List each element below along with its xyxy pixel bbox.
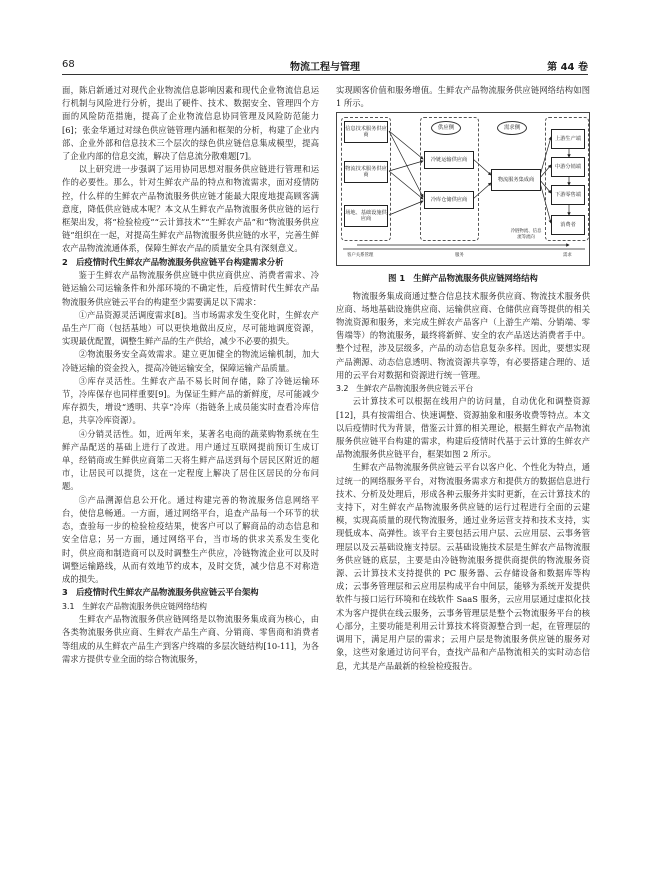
running-header bbox=[62, 58, 588, 75]
section-heading-3: 3 后疫情时代生鲜农产品物流服务供应链云平台架构 bbox=[62, 587, 259, 598]
subsection-heading-3-2: 3.2 生鲜农产品物流服务供应链云平台 bbox=[336, 384, 474, 394]
paragraph: 鉴于生鲜农产品物流服务供应链中供应商供应、消费者需求、冷链运输公司运输条件和外部环境的不确定性，后疫情时代生鲜农产品物流服务供应链云平台的构建至少需要满足以下需求： bbox=[62, 270, 319, 307]
cold-storage-box: 冷库仓储供应商 bbox=[424, 191, 474, 209]
list-item: ⑤产品溯源信息公开化。通过构建完善的物流服务信息网络平台，使信息畅通。一方面，通过网络平台，追查产品每一个环节的状态，查验每一步的检验检疫结果，使客户可以了解商品的动态信息和安全信息；另一方面，通过网络平台，当市场的供求关系发生变化时，供应商和制造商可以及时调整生产供应，冷链物流企业可以及时调整运输路线，从而有效地节约成本，及时交货，减少信息不对称造成的损失。 bbox=[62, 494, 319, 584]
carrier-group bbox=[420, 117, 479, 241]
supply-side-label: 供应侧 bbox=[431, 121, 461, 135]
paragraph: 生鲜农产品物流服务供应链网络是以物流服务集成商为核心，由各类物流服务供应商、生鲜农产品生产商、分销商、零售商和消费者等组成的从生鲜农产品生产到客户终端的多层次链结构[10-11]，为各需求方提供专业全面的综合物流服务， bbox=[62, 614, 319, 664]
subsection-heading-3-1: 3.1 生鲜农产品物流服务供应链网络结构 bbox=[62, 601, 207, 611]
logistics-tech-supplier-box: 物流技术服务供应商 bbox=[344, 161, 388, 183]
paragraph: 面，陈启新通过对现代企业物流信息影响因素和现代企业物流信息运行机制与风险进行分析，提出了硬件、技术、数据安全、管理四个方面的风险防范措施，提高了企业物流信息协同管理及风险防范能力[6]；张金华通过对绿色供应链管理内涵和框架的分析，构建了企业内部、企业外部和信息技术三个层次的绿色供应链信息集成模型，提高了企业内部的信息交流，解决了信息流分散难题[7]。 bbox=[62, 85, 319, 162]
paragraph: 以上研究进一步强调了运用协同思想对服务供应链进行管理和运作的必要性。那么，针对生鲜农产品的特点和物流需求，面对疫情防控，什么样的生鲜农产品物流服务供应链才能最大限度地提高顾客满意度，降低供应链成本呢？本文从生鲜农产品物流服务供应链的运行框架出发，将“检验检疫”“云计算技术”“生鲜农产品”和“物流服务供应链”组织在一起，对提高生鲜农产品物流服务供应链的水平，完善生鲜农产品物流流通体系，保障生鲜农产品的质量安全具有深刻意义。 bbox=[62, 164, 319, 254]
right-column bbox=[336, 84, 590, 673]
list-item: ②物流服务安全高效需求。建立更加健全的物流运输机制，加大冷链运输的资金投入，提高冷链运输安全，保障运输产品质量。 bbox=[62, 349, 319, 373]
footer-right-label: 需求 bbox=[563, 253, 572, 259]
list-item: ④分销灵活性。如，近两年来，某著名电商的蔬菜购物系统在生鲜产品配送的基础上进行了改进。用户通过互联网提前预订生成订单，经销商或生鲜供应商第二天将生鲜产品送到每个居民区附近的超市，让居民可以提货，这在一定程度上解决了居住区居民的分布问题。 bbox=[62, 428, 319, 492]
cold-chain-transport-box: 冷链运输供应商 bbox=[424, 151, 474, 169]
upstream-box: 上游生产端 bbox=[551, 129, 585, 149]
footer-left-label: 客户关系管理 bbox=[347, 253, 374, 259]
paragraph: 云计算技术可以根据在线用户的访问量，自动优化和调整资源[12]，具有按需组合、快速调整、资源抽象和服务收费等特点。本文以后疫情时代为背景，借鉴云计算的相关理论，根据生鲜农产品物流服务供应链平台构建的需求，构建后疫情时代基于云计算的生鲜农产品物流服务供应链平台，框架如图 2 所示。 bbox=[336, 396, 590, 460]
downstream-box: 下游零售端 bbox=[551, 185, 585, 205]
site-infrastructure-supplier-box: 场地、基础设施供应商 bbox=[344, 205, 388, 227]
paragraph: 物流服务集成商通过整合信息技术服务供应商、物流技术服务供应商、场地基础设施供应商、运输供应商、仓储供应商等提供的相关物流资源和服务，来完成生鲜农产品客户（上游生产端、分销端、零售端等）的物流服务，最终将新鲜、安全的农产品送达消费者手中。整个过程，涉及层级多，产品的动态信息复杂多样。因此，要想实现产品溯源、动态信息透明、物流资源共享等，有必要搭建合理的、适用的云平台对数据和资源进行统一管理。 bbox=[336, 290, 590, 380]
figure-caption: 图 1 生鲜产品物流服务供应链网络结构 bbox=[388, 273, 538, 284]
paragraph: 实现顾客价值和服务增值。生鲜农产品物流服务供应链网络结构如图 1 所示。 bbox=[336, 85, 590, 109]
paragraph: 生鲜农产品物流服务供应链云平台以客户化、个性化为特点，通过统一的网络服务平台，对物流服务需求方和提供方的数据信息进行技术、分析及处理后，形成各种云服务并实时更新，在云计算技术的支持下，对生鲜农产品物流服务供应链的运行过程进行全面的云建模，实现高质量的现代物流服务，通过业务运营支持和技术支持，实现低成本、高弹性。该平台主要包括云用户层、云应用层、云事务管理层以及云基础设施支持层。云基础设施技术层是生鲜农产品物流服务供应链的底层，主要是由冷链物流服务提供商提供的物流服务资源、云计算技术支持提供的 PC 服务器、云存储设备和数据库等构成；云事务管理层和云应用层构成平台中间层，能够为系统开发提供软件与接口运行环境和在线软件 SaaS 服务，云应用层通过虚拟化技术为客户提供在线云服务，云事务管理层是整个云物流服务平台的核心部分，主要功能是利用云计算技术将资源整合到一起，在管理层的调用下，满足用户层的需求；云用户层是物流服务供应链的服务对象，这些对象通过访问平台，查找产品和产品物流相关的实时动态信息，尤其是产品最新的检验检疫报告。 bbox=[336, 462, 590, 671]
page-number: 68 bbox=[62, 59, 75, 70]
consumer-box: 消费者 bbox=[551, 215, 585, 235]
midstream-box: 中游分销端 bbox=[551, 157, 585, 177]
integrator-box: 物流服务集成商 bbox=[491, 169, 541, 191]
flow-note: 冷链物流、信息流等流向 bbox=[510, 229, 542, 240]
demand-side-label: 需求侧 bbox=[497, 121, 527, 135]
volume-label: 第 44 卷 bbox=[547, 62, 588, 73]
info-tech-supplier-box: 信息技术服务供应商 bbox=[344, 121, 388, 143]
figure-1-network-diagram bbox=[336, 112, 590, 266]
journal-title: 物流工程与管理 bbox=[290, 62, 360, 73]
left-column bbox=[62, 84, 319, 666]
footer-mid-label: 服务 bbox=[455, 253, 464, 259]
section-heading-2: 2 后疫情时代生鲜农产品物流服务供应链平台构建需求分析 bbox=[62, 256, 284, 267]
list-item: ①产品资源灵活调度需求[8]。当市场需求发生变化时，生鲜农产品生产厂商（包括基地）可以更快地做出反应，尽可能地调度资源，实现最优配置，调整生鲜产品的生产供给，减少不必要的损失。 bbox=[62, 309, 319, 347]
list-item: ③库存灵活性。生鲜农产品不易长时间存储，除了冷链运输环节，冷库保存也同样重要[9]。为保证生鲜产品的新鲜度，尽可能减少库存损失，增设“透明、共享”冷库（指链条上成员能实时查看冷库信息，共享冷库资源）。 bbox=[62, 375, 319, 426]
